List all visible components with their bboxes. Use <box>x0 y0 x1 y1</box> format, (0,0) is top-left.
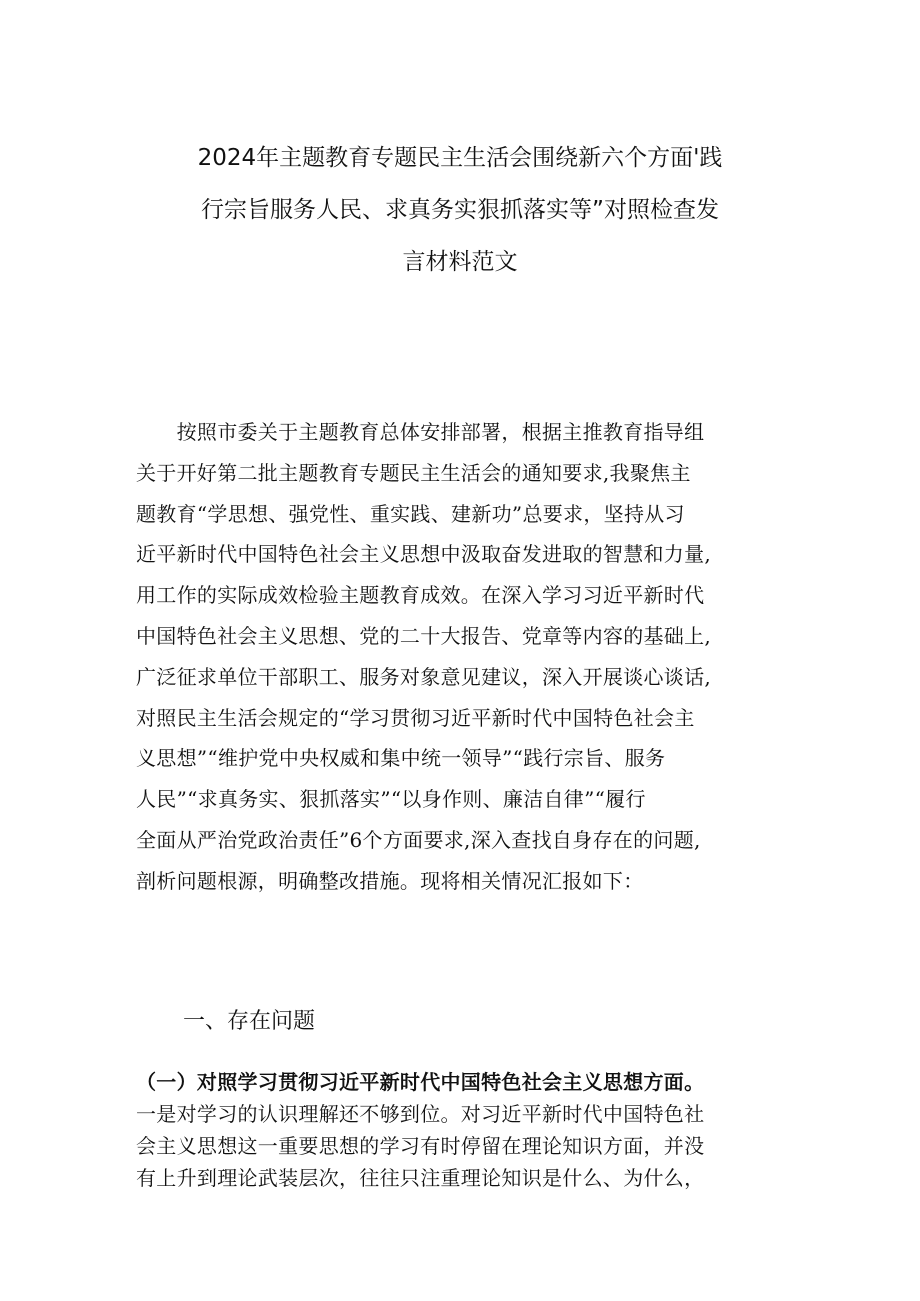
paragraph-line: 剖析问题根源，明确整改措施。现将相关情况汇报如下： <box>136 868 644 893</box>
paragraph-line: 近平新时代中国特色社会主义思想中汲取奋发进取的智慧和力量, <box>136 542 712 567</box>
title-line: 言材料范文 <box>402 249 518 275</box>
paragraph-line: 人民”“求真务实、狠抓落实”“以身作则、廉洁自律”“履行 <box>136 787 646 812</box>
document-title <box>120 132 800 288</box>
paragraph-line: 按照市委关于主题教育总体安排部署，根据主推教育指导组 <box>136 420 705 444</box>
title-line: 2024年主题教育专题民主生活会围绕新六个方面'践 <box>197 145 723 171</box>
paragraph-line: 会主义思想这一重要思想的学习有时停留在理论知识方面，并没 <box>136 1134 705 1158</box>
paragraph-line: 对照民主生活会规定的“学习贯彻习近平新时代中国特色社会主 <box>136 705 695 730</box>
paragraph-line: 义思想”“维护党中央权威和集中统一领导”“践行宗旨、服务 <box>136 746 666 771</box>
paragraph-line: 用工作的实际成效检验主题教育成效。在深入学习习近平新时代 <box>136 583 705 608</box>
title-line: 行宗旨服务人民、求真务实狠抓落实等”对照检查发 <box>201 197 719 223</box>
subsection-heading: （一）对照学习贯彻习近平新时代中国特色社会主义思想方面。 <box>136 1070 705 1094</box>
body-paragraph <box>136 1066 796 1194</box>
section-heading: 一、存在问题 <box>183 1009 316 1034</box>
intro-paragraph <box>136 412 796 902</box>
paragraph-line: 题教育“学思想、强党性、重实践、建新功”总要求，坚持从习 <box>136 501 685 526</box>
paragraph-line: 广泛征求单位干部职工、服务对象意见建议，深入开展谈心谈话, <box>136 664 712 689</box>
paragraph-line: 一是对学习的认识理解还不够到位。对习近平新时代中国特色社 <box>136 1102 705 1126</box>
paragraph-line: 有上升到理论武装层次，往往只注重理论知识是什么、为什么， <box>136 1166 705 1190</box>
paragraph-line: 中国特色社会主义思想、党的二十大报告、党章等内容的基础上, <box>136 623 712 648</box>
paragraph-line: 关于开好第二批主题教育专题民主生活会的通知要求,我聚焦主 <box>136 460 691 485</box>
paragraph-line: 全面从严治党政治责任”6个方面要求,深入查找自身存在的问题, <box>136 827 701 852</box>
